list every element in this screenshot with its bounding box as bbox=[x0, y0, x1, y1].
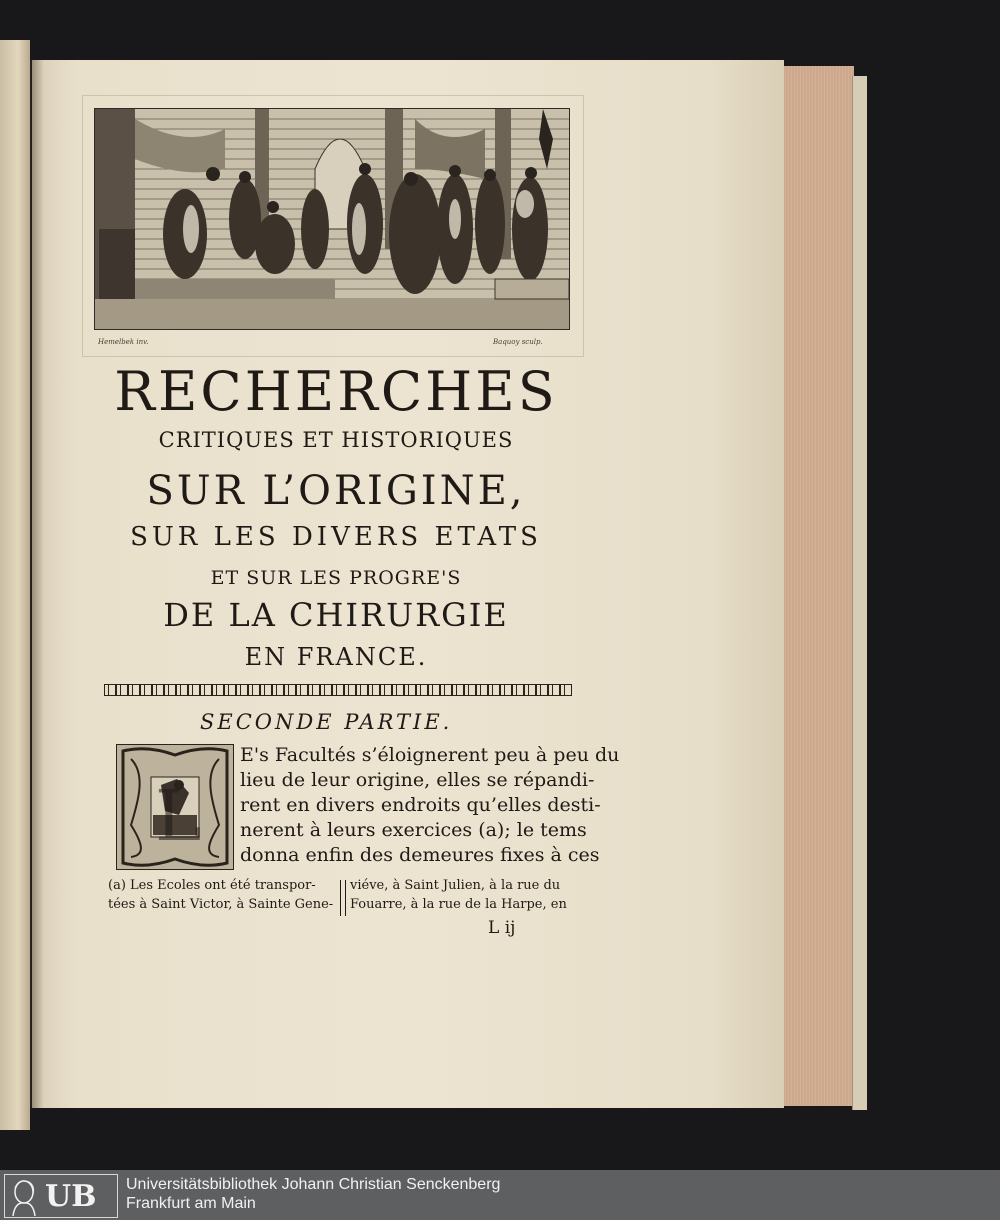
body-line: rent en divers endroits qu’elles desti- bbox=[240, 794, 601, 816]
engraving-illustration bbox=[94, 108, 570, 330]
engraving-scene-image bbox=[95, 109, 569, 329]
footnote-line: viéve, à Saint Julien, à la rue du bbox=[350, 878, 561, 893]
chain-ornament-divider bbox=[104, 684, 572, 696]
footnote-column-rule bbox=[340, 880, 346, 916]
body-line: lieu de leur origine, elles se répandi- bbox=[240, 769, 595, 791]
title-line-etats: SUR LES DIVERS ETATS bbox=[130, 522, 542, 552]
title-line-progres: ET SUR LES PROGRE'S bbox=[210, 567, 462, 589]
library-location: Frankfurt am Main bbox=[126, 1195, 256, 1212]
previous-page-edge bbox=[0, 40, 30, 1130]
title-line-recherches: RECHERCHES bbox=[114, 360, 558, 423]
title-line-france: EN FRANCE. bbox=[244, 643, 428, 671]
body-line: donna enfin des demeures fixes à ces bbox=[240, 844, 600, 866]
footnote-line: (a) Les Ecoles ont été transpor- bbox=[108, 878, 316, 893]
decorated-initial bbox=[116, 744, 234, 870]
signature-mark: L ij bbox=[488, 918, 516, 938]
body-line: E's Facultés s’éloignerent peu à peu du bbox=[240, 744, 620, 766]
body-paragraph bbox=[240, 743, 620, 868]
ub-logo-text: UB bbox=[45, 1178, 97, 1214]
footnote-line: Fouarre, à la rue de la Harpe, en bbox=[350, 897, 567, 912]
engraving-signature-inventor: Hemelbek inv. bbox=[98, 338, 149, 346]
ub-logo[interactable] bbox=[4, 1174, 118, 1218]
engraving-signature-engraver: Baquoy sculp. bbox=[493, 338, 543, 346]
title-line-origine: SUR L’ORIGINE, bbox=[146, 468, 526, 514]
spine-shadow bbox=[30, 60, 44, 1108]
senckenberg-portrait-icon bbox=[5, 1176, 41, 1216]
footnote-column-right bbox=[350, 876, 580, 914]
title-line-chirurgie: DE LA CHIRURGIE bbox=[163, 596, 509, 634]
page-stack-edge bbox=[784, 66, 854, 1106]
title-line-critiques: CRITIQUES ET HISTORIQUES bbox=[158, 428, 514, 452]
footnote-line: tées à Saint Victor, à Sainte Gene- bbox=[108, 897, 334, 912]
footnote-column-left bbox=[108, 876, 340, 914]
library-name: Universitätsbibliothek Johann Christian Senckenberg bbox=[126, 1176, 501, 1193]
initial-letter: L bbox=[155, 775, 202, 857]
body-line: nerent à leurs exercices (a); le tems bbox=[240, 819, 587, 841]
book-cover-edge bbox=[852, 76, 867, 1110]
section-heading: SECONDE PARTIE. bbox=[200, 710, 453, 734]
